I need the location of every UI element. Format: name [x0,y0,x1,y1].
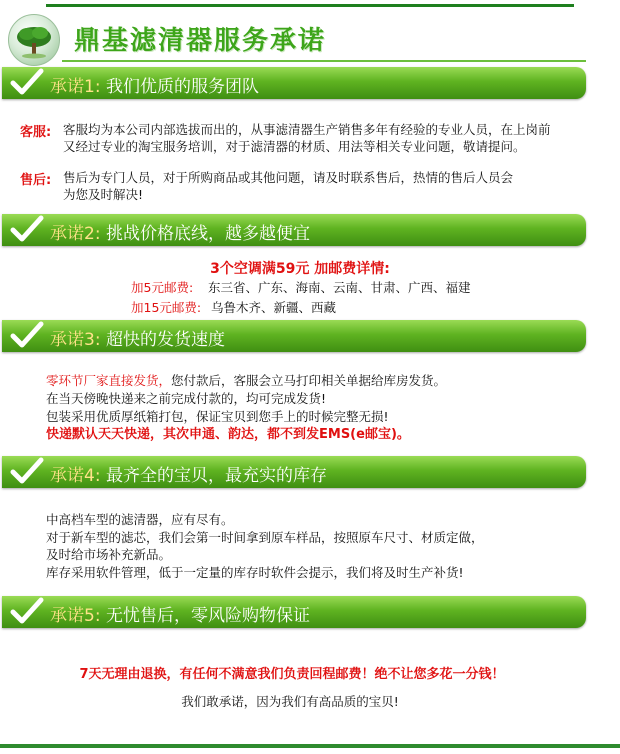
section-header-5 [2,596,586,628]
stock-line-4: 库存采用软件管理，低于一定量的库存时软件会提示，我们将及时生产补货! [46,565,464,580]
shouhou-label: 售后: [20,173,52,188]
kefu-label: 客服: [20,125,52,140]
page-title: 鼎基滤清器服务承诺 [74,26,327,56]
section-title: 超快的发货速度 [105,330,225,350]
section-title: 我们优质的服务团队 [105,77,259,97]
shipping-row-2-label: 加15元邮费: [131,300,202,315]
shouhou-line-1: 售后为专门人员，对于所购商品或其他问题，请及时联系售后，热情的售后人员会 [63,170,514,185]
section-header-3 [2,320,586,352]
kefu-line-1: 客服均为本公司内部选拔而出的，从事滤清器生产销售多年有经验的专业人员，在上岗前 [63,122,551,137]
delivery-line-2: 在当天傍晚快递来之前完成付款的，均可完成发货! [46,391,327,406]
section-header-2 [2,214,586,246]
section-number: 承诺2: [50,224,101,244]
section-number: 承诺4: [50,466,101,486]
section-number: 承诺5: [50,606,101,626]
section-title: 挑战价格底线，越多越便宜 [105,224,310,244]
shipping-row-1-value: 东三省、广东、海南、云南、甘肃、广西、福建 [208,280,471,295]
delivery-line-1-highlight: 零环节厂家直接发货， [46,373,172,388]
checkmark-icon [10,68,44,98]
stock-line-2: 对于新车型的滤芯，我们会第一时间拿到原车样品，按照原车尺寸、材质定做， [46,530,484,545]
section-title: 无忧售后，零风险购物保证 [105,606,310,626]
shipping-row-1-label: 加5元邮费: [131,280,194,295]
section-header-1 [2,67,586,99]
delivery-line-3: 包装采用优质厚纸箱打包，保证宝贝到您手上的时候完整无损! [46,409,389,424]
section-number: 承诺3: [50,330,101,350]
checkmark-icon [10,597,44,627]
section-number: 承诺1: [50,77,101,97]
kefu-line-2: 又经过专业的淘宝服务培训，对于滤清器的材质、用法等相关专业问题，敬请提问。 [63,139,526,154]
checkmark-icon [10,215,44,245]
delivery-line-1 [46,371,446,390]
delivery-line-1-rest: 您付款后，客服会立马打印相关单据给库房发货。 [171,373,447,388]
section-title: 最齐全的宝贝，最充实的库存 [105,466,327,486]
top-divider [46,4,574,7]
delivery-line-4: 快递默认天天快递，其次申通、韵达，都不到发EMS(e邮宝)。 [46,427,410,442]
checkmark-icon [10,457,44,487]
stock-line-1: 中高档车型的滤清器，应有尽有。 [46,512,234,527]
shipping-row-2-value: 乌鲁木齐、新疆、西藏 [211,300,337,315]
shouhou-line-2: 为您及时解决! [63,187,144,202]
tree-logo-icon [8,14,60,66]
guarantee-line-2: 我们敢承诺，因为我们有高品质的宝贝! [181,694,399,709]
shipping-headline: 3个空调满59元 加邮费详情: [210,261,390,277]
title-divider [62,60,586,62]
checkmark-icon [10,321,44,351]
stock-line-3: 及时给市场补充新品。 [46,547,172,562]
guarantee-line-1: 7天无理由退换，有任何不满意我们负责回程邮费！绝不让您多花一分钱！ [79,667,505,682]
bottom-divider [0,744,620,748]
section-header-4 [2,456,586,488]
